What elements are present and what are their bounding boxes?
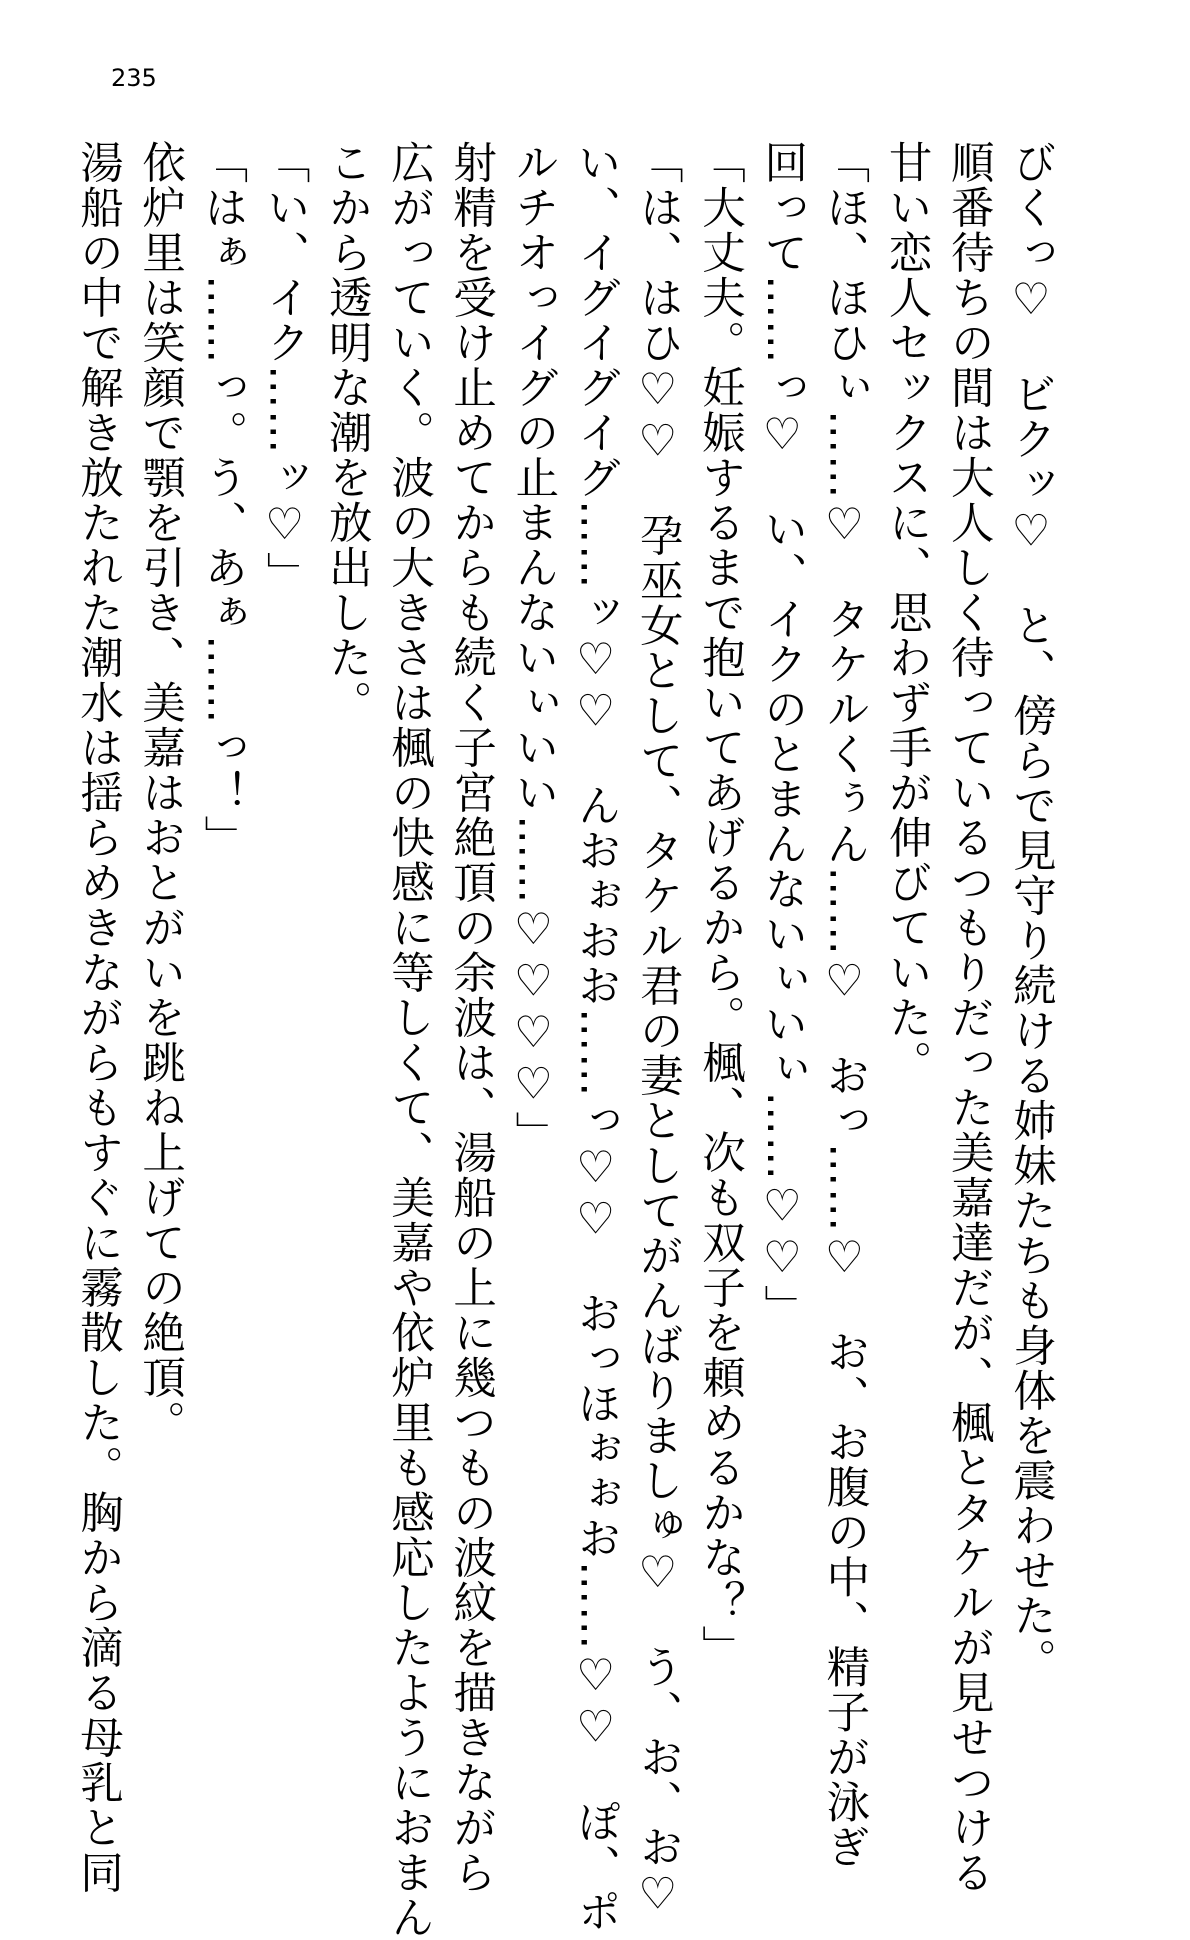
text-line: 湯船の中で解き放たれた潮水は揺らめきながらもすぐに霧散した。胸から滴る母乳と同 xyxy=(72,140,123,1895)
text-line: 甘い恋人セックスに、思わず手が伸びていた。 xyxy=(881,140,932,1085)
text-line: 射精を受け止めてからも続く子宮絶頂の余波は、湯船の上に幾つもの波紋を描きながら xyxy=(446,140,497,1895)
text-line: びくっ♡ ビクッ♡ と、傍らで見守り続ける姉妹たちも身体を震わせた。 xyxy=(1006,140,1056,1683)
page-number: 235 xyxy=(111,64,157,92)
text-line: 順番待ちの間は大人しく待っているつもりだった美嘉達だが、楓とタケルが見せつける xyxy=(943,140,994,1895)
text-line: 「はぁ……っ。う、あぁ……っ！」 xyxy=(197,140,248,860)
text-line: 「は、はひ♡♡ 孕巫女として、タケル君の妻としてがんばりましゅ♡ う、お、お♡ xyxy=(632,140,683,1921)
text-line: 「ほ、ほひぃ……♡ タケルくぅん……♡ おっ……♡ お、お腹の中、精子が泳ぎ xyxy=(819,140,870,1870)
text-line: 「大丈夫。妊娠するまで抱いてあげるから。楓、次も双子を頼めるかな？」 xyxy=(694,140,745,1670)
text-line: 「い、イク……ッ♡」 xyxy=(259,140,310,597)
text-line: い、イグイグイグ……ッ♡♡ んおぉおお……っ♡♡ おっほぉぉお……♡♡ ぽ、ポ xyxy=(570,140,621,1934)
text-line: こから透明な潮を放出した。 xyxy=(321,140,372,725)
text-line: 広がっていく。波の大きさは楓の快感に等しくて、美嘉や依炉里も感応したようにおまん xyxy=(383,140,434,1940)
text-line: ルチオっイグの止まんないぃいい……♡♡♡♡」 xyxy=(508,140,559,1156)
text-line: 依炉里は笑顔で顎を引き、美嘉はおとがいを跳ね上げての絶頂。 xyxy=(135,140,186,1445)
text-line: 回って……っ♡ い、イクのとまんないぃいぃ……♡♡」 xyxy=(757,140,808,1330)
vertical-text-body xyxy=(67,140,1062,1940)
